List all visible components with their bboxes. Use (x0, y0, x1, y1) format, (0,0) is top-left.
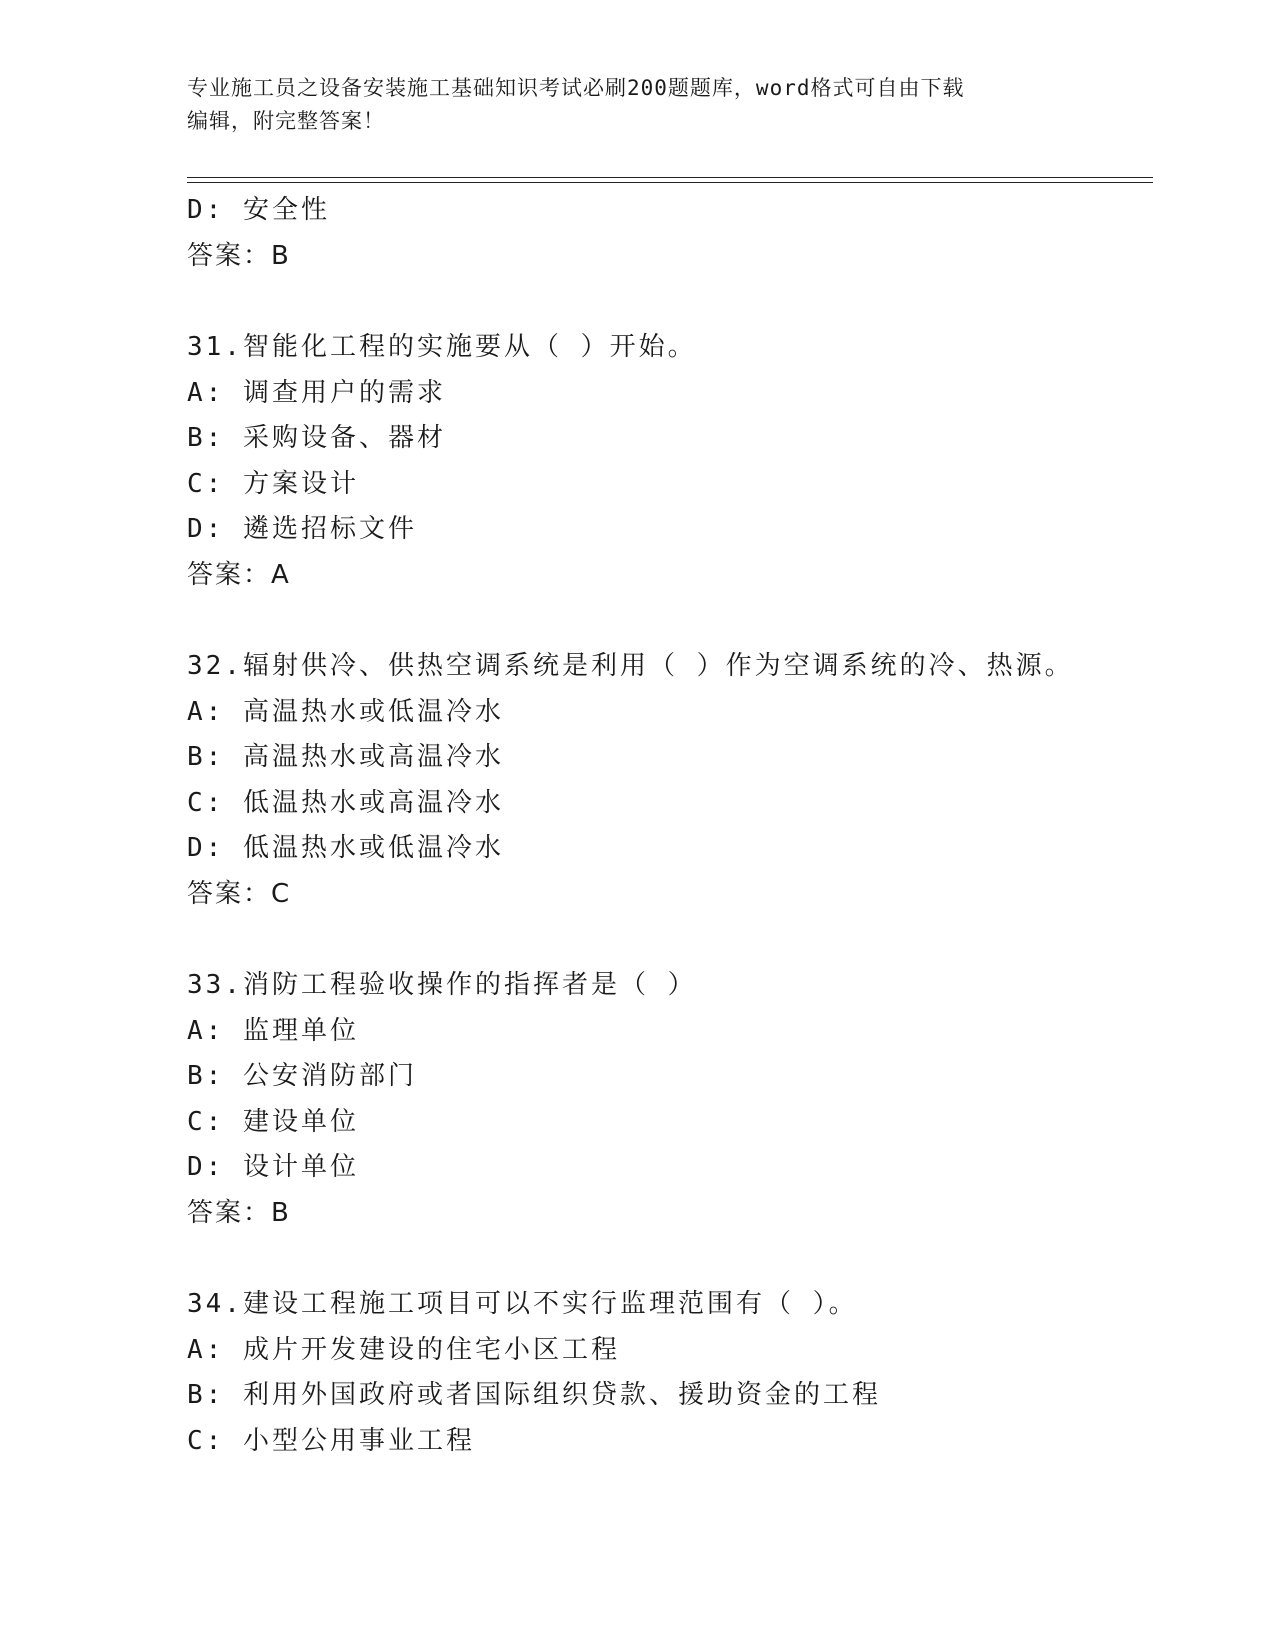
option-a: A: 成片开发建设的住宅小区工程 (187, 1334, 620, 1365)
option-a: A: 高温热水或低温冷水 (187, 696, 504, 727)
spacer (187, 279, 1147, 325)
question-list (187, 188, 1147, 1464)
spacer (187, 917, 1147, 963)
spacer (187, 1236, 1147, 1282)
spacer (187, 598, 1147, 644)
header-line-2: 编辑，附完整答案！ (187, 109, 385, 133)
answer-line: 答案：B (187, 1197, 291, 1228)
option-c: C: 方案设计 (187, 468, 359, 499)
option-b: B: 高温热水或高温冷水 (187, 742, 504, 772)
option-c: C: 小型公用事业工程 (187, 1425, 475, 1456)
option-c: C: 低温热水或高温冷水 (187, 787, 504, 818)
option-d: D: 安全性 (187, 195, 330, 225)
option-a: A: 监理单位 (187, 1015, 359, 1046)
question-stem: 31.智能化工程的实施要从（ ）开始。 (187, 332, 697, 362)
question-stem: 34.建设工程施工项目可以不实行监理范围有（ ）。 (187, 1289, 858, 1319)
option-b: B: 采购设备、器材 (187, 423, 446, 453)
question-31 (187, 325, 1147, 598)
previous-question-tail (187, 188, 1147, 279)
question-34 (187, 1282, 1147, 1464)
header-divider-top (187, 177, 1153, 178)
document-header (187, 72, 1087, 138)
option-d: D: 设计单位 (187, 1152, 359, 1182)
option-b: B: 利用外国政府或者国际组织贷款、援助资金的工程 (187, 1380, 881, 1410)
option-a: A: 调查用户的需求 (187, 377, 446, 408)
answer-line: 答案：B (187, 240, 291, 271)
header-divider-bottom (187, 182, 1153, 183)
question-33 (187, 963, 1147, 1236)
option-d: D: 低温热水或低温冷水 (187, 833, 504, 863)
option-c: C: 建设单位 (187, 1106, 359, 1137)
answer-line: 答案：C (187, 878, 292, 909)
question-stem: 32.辐射供冷、供热空调系统是利用（ ）作为空调系统的冷、热源。 (187, 651, 1074, 681)
option-b: B: 公安消防部门 (187, 1061, 417, 1091)
question-32 (187, 644, 1147, 917)
option-d: D: 遴选招标文件 (187, 514, 417, 544)
header-line-1: 专业施工员之设备安装施工基础知识考试必刷200题题库，word格式可自由下载 (187, 76, 965, 100)
answer-line: 答案：A (187, 559, 291, 590)
question-stem: 33.消防工程验收操作的指挥者是（ ） (187, 970, 697, 1000)
